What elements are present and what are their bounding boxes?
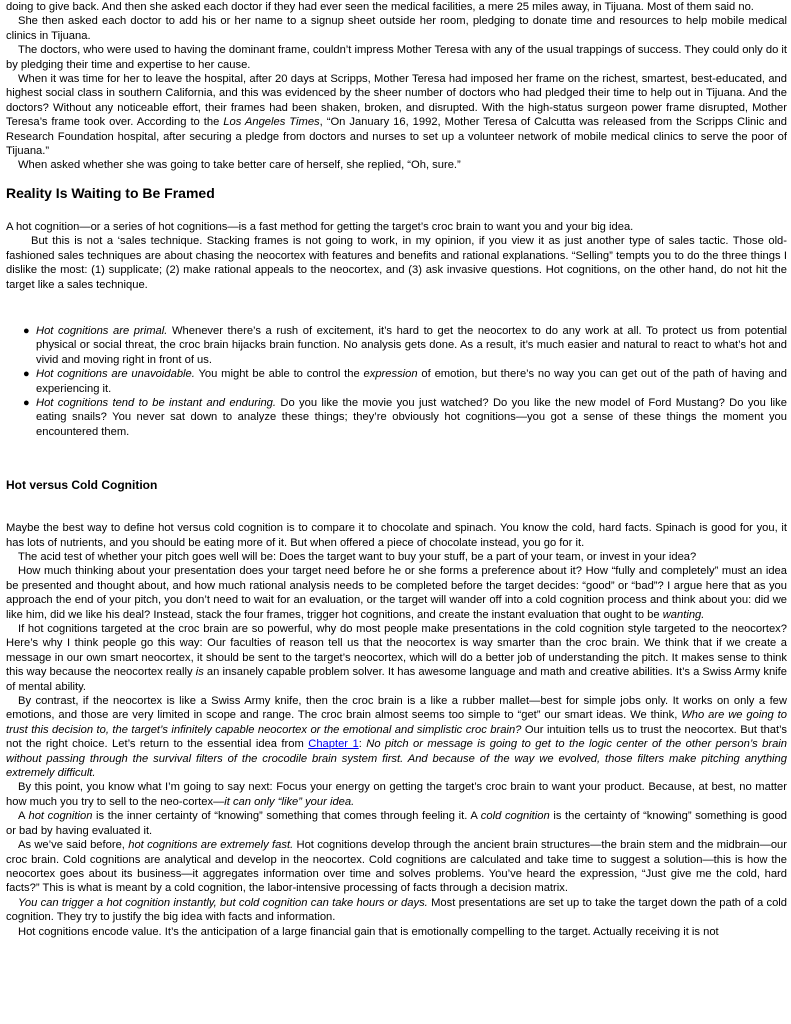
paragraph: How much thinking about your presentation does your target need before he or she forms a preference about it? How “fully and completely” must an idea be presented and thought about, and how much rational analysis needs to be completed before the target decides: “good” or “bad”? I argue here that as you approach the end of your pitch, you don’t need to wait for an evaluation, or the target will wander off into a cold cognition process and think about you: did we like him, did we like his deal? Instead, stack the four frames, trigger hot cognitions, and create the instant evaluation that ought to be wanting. bbox=[6, 565, 787, 621]
bullet-icon: ● bbox=[23, 324, 30, 337]
section-heading-hot-cold: Hot versus Cold Cognition bbox=[6, 478, 158, 493]
paragraph: If hot cognitions targeted at the croc brain are so powerful, why do most people make presentations in the cold cognition style targeted to the neocortex? Here’s why I think people go this way: Our faculties of reason tell us that the neocortex is way smarter than the croc brain. We think that if we create a message in our own smart neocortex, it should be sent to the target’s neocortex, which will do a better job of understanding the pitch. It makes sense to think this way because the neocortex really is an insanely capable problem solver. It has awesome language and math and creative abilities. It’s a Swiss Army knife of mental ability. bbox=[6, 623, 787, 693]
paragraph: You can trigger a hot cognition instantly, but cold cognition can take hours or days. Most presentations are set up to take the target down the path of a cold cognition. They try to justify the big idea with facts and information. bbox=[6, 896, 787, 924]
paragraph: A hot cognition is the inner certainty of “knowing” something that comes through feeling it. A cold cognition is the certainty of “knowing” something is good or bad by having evaluated it. bbox=[6, 810, 788, 837]
paragraph: As we’ve said before, hot cognitions are extremely fast. Hot cognitions develop through the ancient brain structures—the brain stem and the midbrain—our croc brain. Cold cognitions are analytical and develop in the neocortex. Cold cognitions are calculated and take time to suggest a solution—this is how the neocortex goes about its business—it aggregates information over time and solves problems. You’ve heard the expression, “Just give me the cold, hard facts?” This is what is meant by a cold cognition, the labor-intensive processing of facts through a decision matrix. bbox=[6, 839, 787, 895]
list-item: ● Hot cognitions are primal. Whenever there’s a rush of excitement, it’s hard to get the neocortex to do any work at all. To protect us from potential physical or social threat, the croc brain hijacks brain function. No analysis gets done. As a result, it’s much easier and natural to react to what’s hot and vivid and moving right in front of us. bbox=[23, 324, 787, 366]
paragraph: The acid test of whether your pitch goes well will be: Does the target want to buy your stuff, be a part of your team, or invest in your idea? bbox=[18, 550, 697, 563]
paragraph: Maybe the best way to define hot versus cold cognition is to compare it to chocolate and spinach. You know the cold, hard facts. Spinach is good for you, it has lots of nutrients, and you should be eating more of it. But when offered a piece of chocolate instead, you go for it. bbox=[6, 522, 787, 549]
bullet-icon: ● bbox=[23, 368, 30, 381]
chapter-1-link[interactable]: Chapter 1 bbox=[308, 738, 359, 751]
paragraph: When asked whether she was going to take better care of herself, she replied, “Oh, sure.” bbox=[18, 159, 461, 172]
list-item: ● Hot cognitions are unavoidable. You might be able to control the expression of emotion, but there’s no way you can get out of the path of having and experiencing it. bbox=[23, 368, 787, 395]
paragraph: The doctors, who were used to having the dominant frame, couldn’t impress Mother Teresa with any of the usual trappings of success. They could only do it by pledging their time and expertise to her cause. bbox=[6, 44, 787, 71]
paragraph: By contrast, if the neocortex is like a Swiss Army knife, then the croc brain is a like a rubber mallet—best for simple jobs only. It works on only a few emotions, and those are very limited in scope and range. The croc brain almost seems too simple to “get” our smart ideas. We think, Who are we going to trust this decision to, the target’s infinitely capable neocortex or the emotional and simplistic croc brain? Our intuition tells us to trust the neocortex. But that’s not the right choice. Let’s return to the essential idea from Chapter 1: No pitch or message is going to get to the logic center of the other person’s brain without passing through the survival filters of the crocodile brain system first. And because of the way we evolved, those filters make pitching anything extremely difficult. bbox=[6, 695, 787, 780]
paragraph: A hot cognition—or a series of hot cognitions—is a fast method for getting the target’s croc brain to want you and your big idea. bbox=[6, 220, 634, 233]
paragraph: But this is not a ‘sales technique. Stacking frames is not going to work, in my opinion, if you view it as just another type of sales tactic. Those old-fashioned sales techniques are about chasing the neocortex with features and benefits and rational explanations. “Selling” tempts you to do the three things I dislike the most: (1) supplicate; (2) make rational appeals to the neocortex, and (3) ask invasive questions. Hot cognitions, on the other hand, do not hit the target like a sales technique. bbox=[6, 235, 787, 291]
paragraph: By this point, you know what I’m going to say next: Focus your energy on getting the target’s croc brain to want your product. Because, at best, no matter how much you try to sell to the neo-cortex—it can only “like” your idea. bbox=[6, 781, 787, 808]
bullet-list bbox=[6, 324, 787, 439]
paragraph: Hot cognitions encode value. It’s the anticipation of a large financial gain that is emotionally compelling to the target. Actually receiving it is not bbox=[18, 925, 719, 938]
paragraph: doing to give back. And then she asked each doctor if they had ever seen the medical facilities, a mere 25 miles away, in Tijuana. Most of them said no. bbox=[6, 1, 754, 13]
bullet-icon: ● bbox=[23, 396, 30, 409]
section-heading-reality: Reality Is Waiting to Be Framed bbox=[6, 184, 215, 201]
paragraph: When it was time for her to leave the hospital, after 20 days at Scripps, Mother Teresa had imposed her frame on the richest, smartest, best-educated, and highest social class in southern California, and this was evidenced by the sheer number of doctors who had pledged their time to help out in Tijuana. And the doctors? Without any noticeable effort, their frames had been shaken, broken, and disrupted. With the high-status surgeon power frame disrupted, Mother Teresa’s frame took over. According to the Los Angeles Times, “On January 16, 1992, Mother Teresa of Calcutta was released from the Scripps Clinic and Research Foundation hospital, after securing a pledge from doctors and nurses to set up a volunteer network of mobile medical clinics to serve the poor of Tijuana.” bbox=[6, 73, 787, 158]
list-item: ● Hot cognitions tend to be instant and enduring. Do you like the movie you just watched? Do you like the new model of Ford Mustang? Do you like eating snails? You never sat down to analyze these things; they’re obviously hot cognitions—you got a sense of these things the moment you encountered them. bbox=[23, 396, 787, 438]
paragraph: She then asked each doctor to add his or her name to a signup sheet outside her room, pledging to donate time and resources to help mobile medical clinics in Tijuana. bbox=[6, 15, 787, 42]
